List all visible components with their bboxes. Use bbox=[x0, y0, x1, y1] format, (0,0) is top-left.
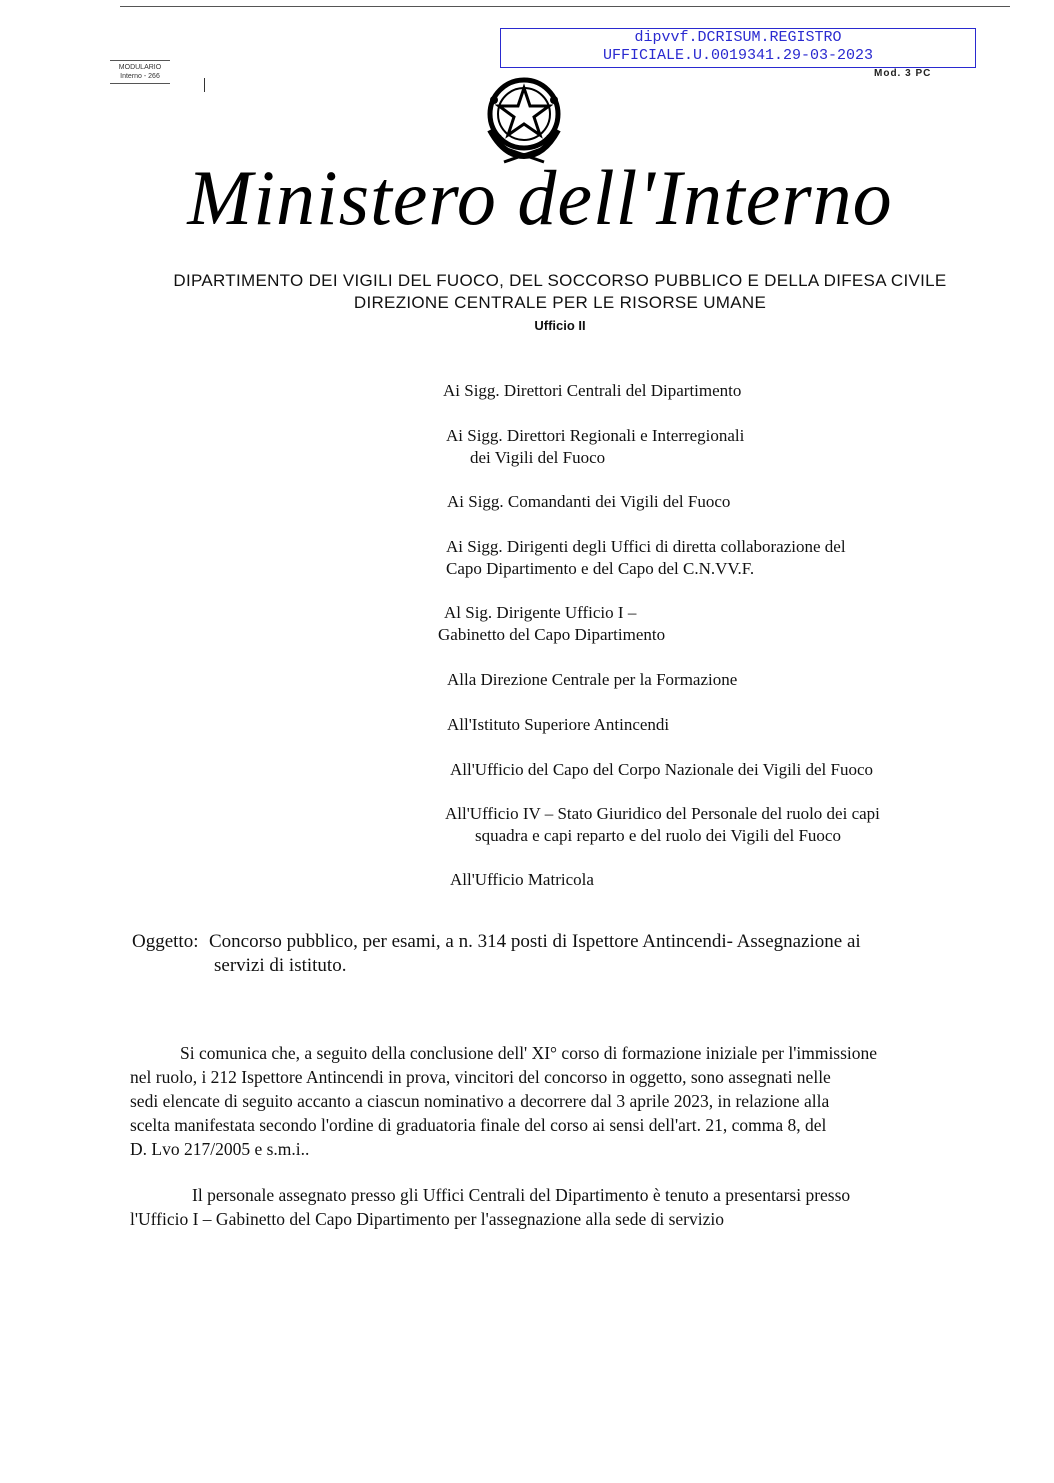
paragraph2-line-1: Il personale assegnato presso gli Uffici Centrali del Dipartimento è tenuto a presentarsi presso bbox=[192, 1185, 851, 1205]
recipient-9: All'Ufficio IV – Stato Giuridico del Personale del ruolo dei capi bbox=[445, 804, 880, 823]
paragraph1-line-1: Si comunica che, a seguito della conclusione dell' XI° corso di formazione iniziale per l'immissione bbox=[180, 1043, 878, 1063]
paragraph1-line-3: sedi elencate di seguito accanto a ciascun nominativo a decorrere dal 3 aprile 2023, in relazione alla bbox=[130, 1091, 830, 1111]
recipient-4: Ai Sigg. Dirigenti degli Uffici di diretta collaborazione del bbox=[446, 537, 846, 556]
protocol-stamp-line-1: dipvvf.DCRISUM.REGISTRO bbox=[634, 29, 842, 46]
modulario-line-2: Interno - 266 bbox=[120, 73, 160, 80]
paragraph2-line-2: l'Ufficio I – Gabinetto del Capo Dipartimento per l'assegnazione alla sede di servizio bbox=[130, 1209, 724, 1229]
directorate-name: DIREZIONE CENTRALE PER LE RISORSE UMANE bbox=[353, 293, 767, 312]
subject-line-2: servizi di istituto. bbox=[214, 955, 347, 976]
ministry-letterhead: Ministero dell'Interno bbox=[187, 154, 893, 241]
paragraph1-line-4: scelta manifestata secondo l'ordine di graduatoria finale del corso ai sensi dell'art. 21, comma 8, del bbox=[130, 1115, 827, 1135]
recipient-6: Alla Direzione Centrale per la Formazione bbox=[447, 670, 738, 689]
department-heading bbox=[60, 270, 1054, 314]
paragraph1-line-5: D. Lvo 217/2005 e s.m.i.. bbox=[130, 1139, 310, 1159]
recipient-10: All'Ufficio Matricola bbox=[450, 870, 594, 889]
modulario-label bbox=[100, 58, 180, 86]
recipient-5: Al Sig. Dirigente Ufficio I – bbox=[444, 603, 637, 622]
recipient-3: Ai Sigg. Comandanti dei Vigili del Fuoco bbox=[447, 492, 731, 511]
subject-label: Oggetto: bbox=[132, 931, 199, 952]
mod-code: Mod. 3 PC bbox=[874, 68, 932, 79]
recipient-2-cont: dei Vigili del Fuoco bbox=[470, 448, 606, 467]
modulario-rule bbox=[110, 60, 170, 61]
recipient-8: All'Ufficio del Capo del Corpo Nazionale dei Vigili del Fuoco bbox=[450, 760, 874, 779]
recipient-9-cont: squadra e capi reparto e del ruolo dei Vigili del Fuoco bbox=[475, 826, 841, 845]
recipient-5-cont: Gabinetto del Capo Dipartimento bbox=[438, 625, 666, 644]
department-name: DIPARTIMENTO DEI VIGILI DEL FUOCO, DEL SOCCORSO PUBBLICO E DELLA DIFESA CIVILE bbox=[173, 271, 947, 290]
paragraph1-line-2: nel ruolo, i 212 Ispettore Antincendi in prova, vincitori del concorso in oggetto, sono assegnati nelle bbox=[130, 1067, 831, 1087]
protocol-stamp-line-2: UFFICIALE.U.0019341.29-03-2023 bbox=[602, 47, 874, 64]
recipient-4-cont: Capo Dipartimento e del Capo del C.N.VV.F. bbox=[446, 559, 755, 578]
recipient-7: All'Istituto Superiore Antincendi bbox=[447, 715, 670, 734]
office-name: Ufficio II bbox=[534, 318, 586, 333]
recipient-2: Ai Sigg. Direttori Regionali e Interregionali bbox=[446, 426, 745, 445]
subject-line-1: Concorso pubblico, per esami, a n. 314 posti di Ispettore Antincendi- Assegnazione ai bbox=[209, 931, 861, 952]
protocol-stamp bbox=[500, 28, 976, 68]
modulario-rule-bottom bbox=[110, 83, 170, 84]
recipient-1: Ai Sigg. Direttori Centrali del Dipartimento bbox=[443, 381, 742, 400]
top-border-line bbox=[120, 6, 1010, 7]
modulario-tick bbox=[204, 78, 205, 92]
modulario-line-1: MODULARIO bbox=[118, 64, 162, 71]
